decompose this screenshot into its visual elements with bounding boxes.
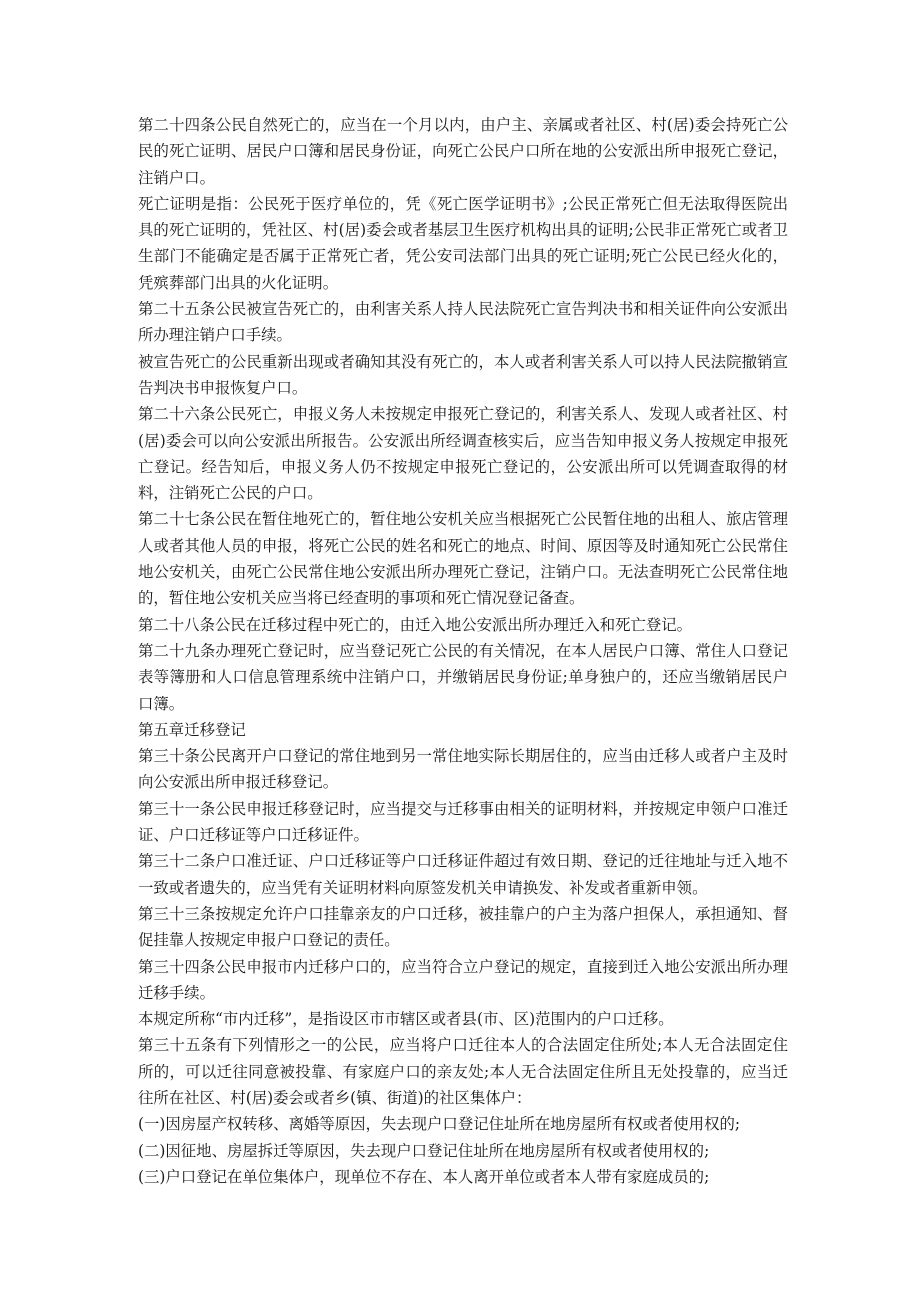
article-35-item-1: (一)因房屋产权转移、离婚等原因，失去现户口登记住址所在地房屋所有权或者使用权的; bbox=[138, 1115, 741, 1134]
article-24-paragraph: 第二十四条公民自然死亡的，应当在一个月以内，由户主、亲属或者社区、村(居)委会持死亡公民的死亡证明、居民户口簿和居民身份证，向死亡公民户口所在地的公安派出所申报死亡登记，注销户口。 bbox=[138, 116, 788, 187]
article-29-paragraph: 第二十九条办理死亡登记时，应当登记死亡公民的有关情况，在本人居民户口簿、常住人口登记表等簿册和人口信息管理系统中注销户口，并缴销居民身份证;单身独户的，还应当缴销居民户口簿。 bbox=[138, 641, 788, 713]
article-35-item-2: (二)因征地、房屋拆迁等原因，失去现户口登记住址所在地房屋所有权或者使用权的; bbox=[138, 1141, 710, 1160]
article-31-paragraph: 第三十一条公民申报迁移登记时，应当提交与迁移事由相关的证明材料，并按规定申领户口准迁证、户口迁移证等户口迁移证件。 bbox=[138, 799, 788, 845]
article-32-paragraph: 第三十二条户口准迁证、户口迁移证等户口迁移证件超过有效日期、登记的迁往地址与迁入地不一致或者遗失的，应当凭有关证明材料向原签发机关申请换发、补发或者重新申领。 bbox=[138, 852, 788, 897]
death-certificate-definition-paragraph: 死亡证明是指：公民死于医疗单位的，凭《死亡医学证明书》;公民正常死亡但无法取得医院出具的死亡证明的，凭社区、村(居)委会或者基层卫生医疗机构出具的证明;公民非正常死亡或者卫生部门不能确定是否属于正常死亡者，凭公安司法部门出具的死亡证明;死亡公民已经火化的，凭殡葬部门出具的火化证明。 bbox=[138, 194, 788, 292]
intra-city-migration-definition-paragraph: 本规定所称“市内迁移”，是指设区市市辖区或者县(市、区)范围内的户口迁移。 bbox=[138, 1010, 674, 1029]
article-33-paragraph: 第三十三条按规定允许户口挂靠亲友的户口迁移，被挂靠户的户主为落户担保人，承担通知、督促挂靠人按规定申报户口登记的责任。 bbox=[138, 904, 788, 950]
article-28-paragraph: 第二十八条公民在迁移过程中死亡的，由迁入地公安派出所办理迁入和死亡登记。 bbox=[138, 615, 693, 634]
article-26-paragraph: 第二十六条公民死亡，申报义务人未按规定申报死亡登记的，利害关系人、发现人或者社区、村(居)委会可以向公安派出所报告。公安派出所经调查核实后，应当告知申报义务人按规定申报死亡登记。经告知后，申报义务人仍不按规定申报死亡登记的，公安派出所可以凭调查取得的材料，注销死亡公民的户口。 bbox=[138, 405, 788, 503]
article-35-item-3: (三)户口登记在单位集体户，现单位不存在、本人离开单位或者本人带有家庭成员的; bbox=[138, 1167, 710, 1186]
article-30-paragraph: 第三十条公民离开户口登记的常住地到另一常住地实际长期居住的，应当由迁移人或者户主及时向公安派出所申报迁移登记。 bbox=[138, 747, 788, 792]
article-25-paragraph: 第二十五条公民被宣告死亡的，由利害关系人持人民法院死亡宣告判决书和相关证件向公安派出所办理注销户口手续。 bbox=[138, 300, 788, 345]
article-34-paragraph: 第三十四条公民申报市内迁移户口的，应当符合立户登记的规定，直接到迁入地公安派出所办理迁移手续。 bbox=[138, 957, 788, 1002]
article-27-paragraph: 第二十七条公民在暂住地死亡的，暂住地公安机关应当根据死亡公民暂住地的出租人、旅店管理人或者其他人员的申报，将死亡公民的姓名和死亡的地点、时间、原因等及时通知死亡公民常住地公安机关，由死亡公民常住地公安派出所办理死亡登记，注销户口。无法查明死亡公民常住地的，暂住地公安机关应当将已经查明的事项和死亡情况登记备查。 bbox=[138, 510, 788, 608]
chapter-5-heading: 第五章迁移登记 bbox=[138, 720, 246, 739]
document-page bbox=[138, 112, 788, 1190]
declared-death-reappearance-paragraph: 被宣告死亡的公民重新出现或者确知其没有死亡的，本人或者利害关系人可以持人民法院撤销宣告判决书申报恢复户口。 bbox=[138, 352, 788, 397]
article-35-paragraph: 第三十五条有下列情形之一的公民，应当将户口迁往本人的合法固定住所处;本人无合法固定住所的，可以迁往同意被投靠、有家庭户口的亲友处;本人无合法固定住所且无处投靠的，应当迁往所在社区、村(居)委会或者乡(镇、街道)的社区集体户： bbox=[138, 1036, 788, 1107]
